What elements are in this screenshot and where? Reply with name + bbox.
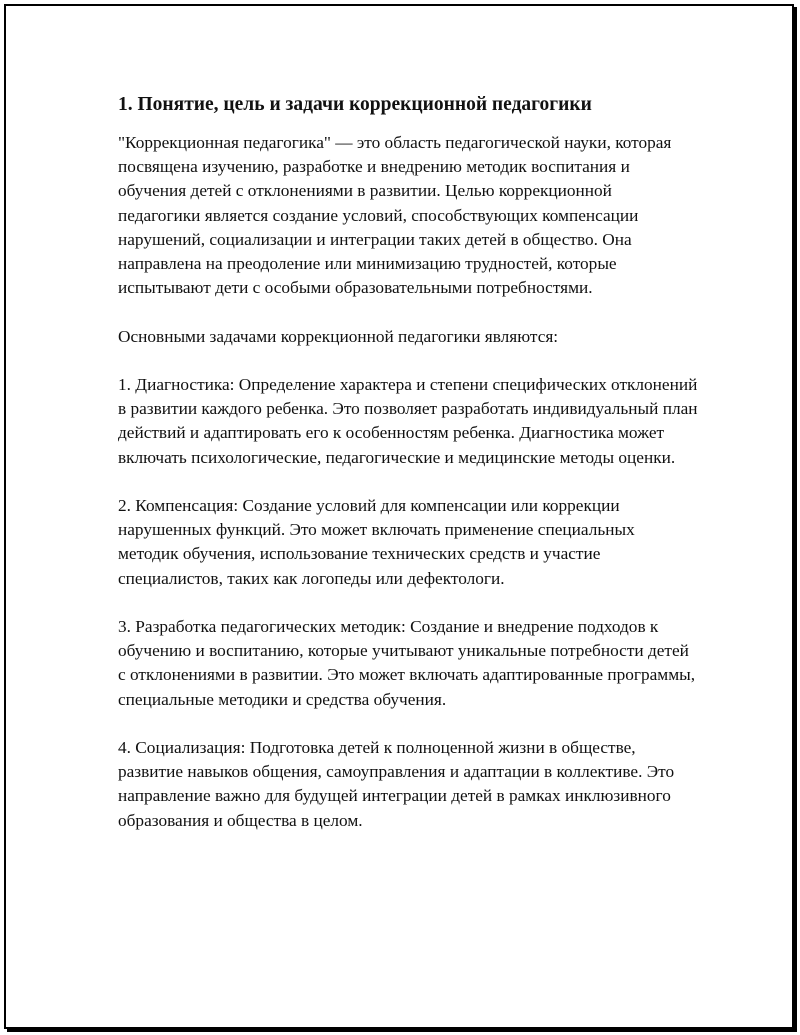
paragraph-task-socialization: 4. Социализация: Подготовка детей к полноценной жизни в обществе, развитие навыков общения, самоуправления и адаптации в коллективе. Это направление важно для будущей интеграции детей в рамках инклюзивного образования и общества в целом. — [118, 738, 675, 830]
paragraph-task-methods: 3. Разработка педагогических методик: Создание и внедрение подходов к обучению и воспитанию, которые учитывают уникальные потребности детей с отклонениями в развитии. Это может включать адаптированные программы, специальные методики и средства обучения. — [118, 617, 696, 709]
paragraph-definition: "Коррекционная педагогика" — это область педагогической науки, которая посвящена изучению, разработке и внедрению методик воспитания и обучения детей с отклонениями в развитии. Целью коррекционной педагогики является создание условий, способствующих компенсации нарушений, социализации и интеграции таких детей в общество. Она направлена на преодоление или минимизацию трудностей, которые испытывают дети с особыми образовательными потребностями. — [118, 133, 672, 298]
section-heading: 1. Понятие, цель и задачи коррекционной педагогики — [118, 94, 592, 115]
paragraph-task-compensation: 2. Компенсация: Создание условий для компенсации или коррекции нарушенных функций. Это может включать применение специальных методик обучения, использование технических средств и участие специалистов, таких как логопеды или дефектологи. — [118, 496, 635, 588]
document-body — [118, 92, 698, 857]
paragraph-tasks-intro: Основными задачами коррекционной педагогики являются: — [118, 326, 559, 346]
paragraph-task-diagnostics: 1. Диагностика: Определение характера и степени специфических отклонений в развитии каждого ребенка. Это позволяет разработать индивидуальный план действий и адаптировать его к особенностям ребенка. Диагностика может включать психологические, педагогические и медицинские методы оценки. — [118, 375, 698, 467]
